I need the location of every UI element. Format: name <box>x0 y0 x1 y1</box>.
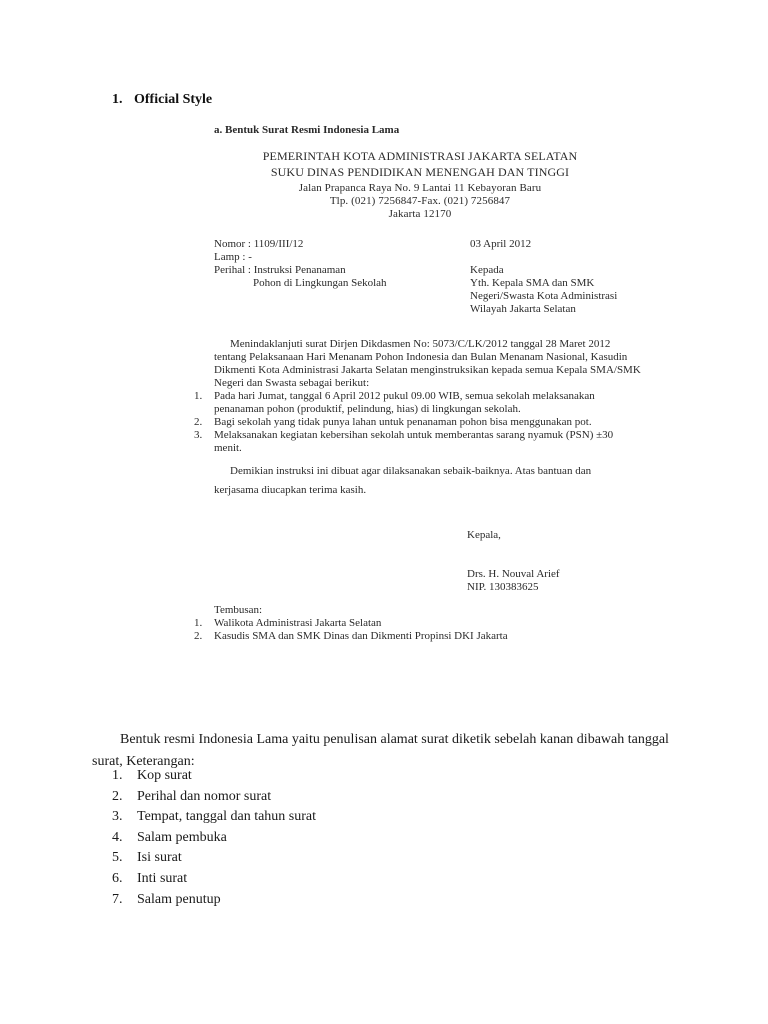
description-paragraph <box>92 729 672 773</box>
list-item <box>112 892 316 913</box>
body-line: Dikmenti Kota Administrasi Jakarta Selatan menginstruksikan kepada semua Kepala SMA/SMK <box>214 364 641 376</box>
item-text: Walikota Administrasi Jakarta Selatan <box>214 617 382 629</box>
item-text: Tempat, tanggal dan tahun surat <box>137 809 317 825</box>
item-text: Melaksanakan kegiatan kebersihan sekolah untuk memberantas sarang nyamuk (PSN) ±30 <box>214 429 614 441</box>
item-number: 1. <box>194 617 203 629</box>
list-item <box>194 630 508 643</box>
letter-body <box>214 338 654 390</box>
letter-perihal-line2: Pohon di Lingkungan Sekolah <box>253 277 387 289</box>
list-item <box>112 809 316 830</box>
item-text: menit. <box>214 442 242 454</box>
item-number: 5. <box>112 850 123 866</box>
list-item <box>194 390 654 416</box>
kop-line: Jalan Prapanca Raya No. 9 Lantai 11 Kebayoran Baru <box>298 182 542 194</box>
list-item <box>194 617 508 630</box>
kepada-line: Kepada <box>470 264 504 276</box>
list-item <box>112 768 316 789</box>
item-number: 2. <box>194 630 203 642</box>
body-line: tentang Pelaksanaan Hari Menanam Pohon Indonesia dan Bulan Menanam Nasional, Kasudin <box>214 351 628 363</box>
closing-line: kerjasama diucapkan terima kasih. <box>214 484 367 496</box>
item-number: 6. <box>112 870 123 886</box>
instruction-list <box>194 390 654 455</box>
letter-perihal: Perihal : Instruksi Penanaman <box>214 264 346 276</box>
letter-lamp: Lamp : - <box>214 251 252 263</box>
item-number: 4. <box>112 829 123 845</box>
letter-subtitle: a. Bentuk Surat Resmi Indonesia Lama <box>214 124 400 136</box>
item-text: Pada hari Jumat, tanggal 6 April 2012 pukul 09.00 WIB, semua sekolah melaksanakan <box>214 390 595 402</box>
list-item <box>112 871 316 892</box>
kop-line: Jakarta 12170 <box>388 208 452 220</box>
letter-closing <box>214 462 654 500</box>
item-number: 2. <box>112 788 123 804</box>
item-text: Kasudis SMA dan SMK Dinas dan Dikmenti Propinsi DKI Jakarta <box>214 630 508 642</box>
letter-date: 03 April 2012 <box>470 238 532 250</box>
list-item <box>194 416 654 429</box>
item-text: Kop surat <box>137 768 192 783</box>
item-number: 2. <box>194 416 203 428</box>
list-item <box>112 850 316 871</box>
kepada-line: Wilayah Jakarta Selatan <box>470 303 576 315</box>
kop-line: PEMERINTAH KOTA ADMINISTRASI JAKARTA SELATAN <box>262 149 578 163</box>
item-text: Isi surat <box>137 850 182 866</box>
item-number: 1. <box>194 390 203 402</box>
list-item <box>112 789 316 810</box>
section-title: Official Style <box>134 92 213 107</box>
item-text: Inti surat <box>137 870 188 886</box>
item-text: Salam penutup <box>137 891 221 907</box>
item-number: 7. <box>112 891 123 907</box>
kop-line: Tlp. (021) 7256847-Fax. (021) 7256847 <box>329 195 511 207</box>
item-number: 3. <box>194 429 203 441</box>
section-number: 1. <box>112 92 123 107</box>
description-text: Bentuk resmi Indonesia Lama yaitu penulisan alamat surat diketik sebelah kanan dibawah tanggal surat, Keterangan: <box>92 732 669 769</box>
kepada-line: Negeri/Swasta Kota Administrasi <box>470 290 618 302</box>
list-item <box>194 429 654 455</box>
item-text: Perihal dan nomor surat <box>137 788 272 804</box>
signature-nip: NIP. 130383625 <box>467 581 539 593</box>
kop-line: SUKU DINAS PENDIDIKAN MENENGAH DAN TINGGI <box>270 165 570 179</box>
kepada-line: Yth. Kepala SMA dan SMK <box>470 277 595 289</box>
item-number: 3. <box>112 809 123 825</box>
signature-name: Drs. H. Nouval Arief <box>467 568 560 580</box>
item-text: penanaman pohon (produktif, pelindung, hias) di lingkungan sekolah. <box>214 403 521 415</box>
item-text: Salam pembuka <box>137 829 227 845</box>
closing-line: Demikian instruksi ini dibuat agar dilaksanakan sebaik-baiknya. Atas bantuan dan <box>230 465 592 477</box>
item-text: Bagi sekolah yang tidak punya lahan untuk penanaman pohon bisa menggunakan pot. <box>214 416 592 428</box>
body-line: Negeri dan Swasta sebagai berikut: <box>214 377 370 389</box>
keterangan-list <box>112 768 316 912</box>
body-line: Menindaklanjuti surat Dirjen Dikdasmen No: 5073/C/LK/2012 tanggal 28 Maret 2012 <box>230 338 611 350</box>
letter-nomor: Nomor : 1109/III/12 <box>214 238 304 250</box>
list-item <box>112 830 316 851</box>
tembusan <box>194 604 508 643</box>
tembusan-title: Tembusan: <box>214 604 263 616</box>
signature-title: Kepala, <box>467 529 501 541</box>
item-number: 1. <box>112 768 123 783</box>
